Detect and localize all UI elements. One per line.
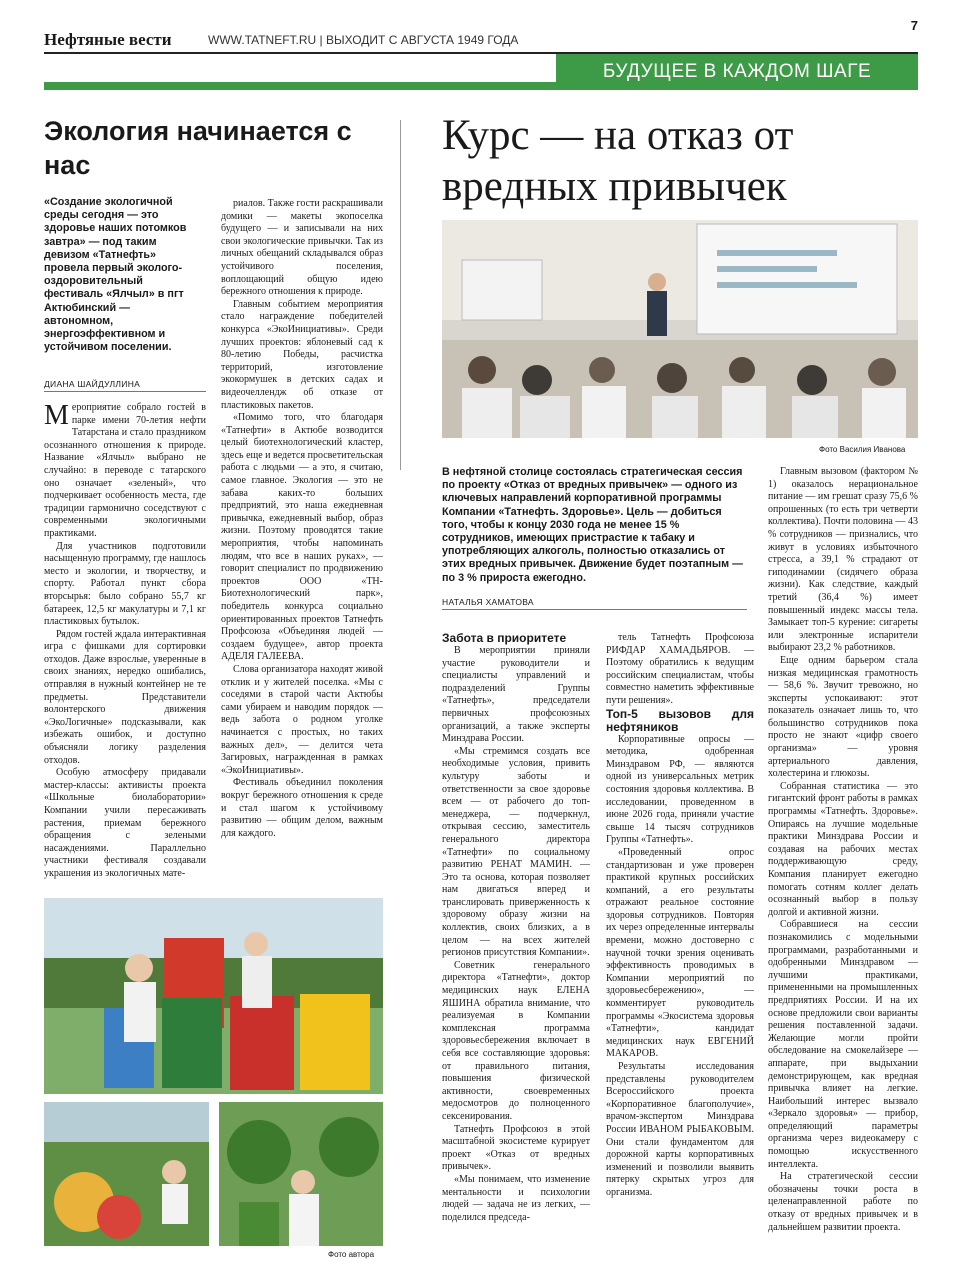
column-separator — [400, 120, 401, 470]
paragraph: В мероприятии приняли участие руководители и специалисты управлений и подразделений Группы «Татнефть», председатели первичных профсоюзных организаций, а также эксперты Минздрава России. — [442, 645, 590, 745]
paragraph: Главным вызовом (фактором № 1) оказалось нерациональное питание — им грешат сразу 75,6 % опрошенных (то есть три четверти коллектива). Почти половина — 43 % сотрудников — признались, что живут в условиях избыточного стресса, а 39,1 % страдают от гиподинамии (сидячего образа жизни). Как следствие, каждый третий (36,4 %) имеет повышенный индекс массы тела. Замыкает топ-5 курение: сигареты или электронные испарители выбирают 23,2 % работников. — [768, 466, 918, 654]
article1-photo-bins — [44, 898, 383, 1094]
paragraph: «Помимо того, что благодаря «Татнефти» в Актюбе возводится целый биотехнологический кластер, здесь еще и ведется просветительская работа с людьми — а это, я считаю, самое главное. Экология — это не забава каких-то больших предприятий, это наша ежедневная привычка, ежедневный выбор, образ жизни. Поэтому проводятся такие мероприятия, чтобы напоминать людям, что все в наших руках», — говорит специалист по продвижению проектов ООО «ТН-Биотехнологический парк», победитель конкурса социально ориентированных проектов Татнефть Профсоюза «Объединяя людей — создаем будущее», автор проекта АДЕЛЯ ГАЛЕЕВА. — [221, 412, 383, 663]
paragraph: На стратегической сессии обозначены точки роста в целенаправленной работе по отказу от вредных привычек и в дальнейшем развитии проекта. — [768, 1171, 918, 1233]
paragraph: риалов. Также гости раскрашивали домики — макеты экопоселка будущего — и записывали на них свои экологические привычки. Так из личных обещаний складывался образ устойчивого поселения, воплощающий общую идею бережного отношения к природе. — [221, 198, 383, 298]
paragraph: Корпоративные опросы — методика, одобренная Минздравом РФ, — являются одной из универсальных метрик состояния здоровья коллектива. В исследовании, проведенном в июне 2026 года, приняли участие свыше 14 тысяч сотрудников Группы «Татнефть». — [606, 733, 754, 846]
page-number: 7 — [910, 18, 918, 33]
subheading: Топ-5 вызовов для нефтяников — [606, 706, 754, 734]
masthead: Нефтяные вести — [44, 30, 172, 49]
paragraph: Советник генерального директора «Татнефти», доктор медицинских наук ЕЛЕНА ЯШИНА обратила внимание, что реализуемая в Компании комплексная программа здоровьесбережения включает в себя все составляющие здоровья: от правильного питания, повышения физической активности, своевременных медосмотров до полноценного сексенирования. — [442, 959, 590, 1122]
article1-col1 — [44, 402, 206, 892]
article2-col1 — [442, 632, 590, 1257]
article2-photo-credit: Фото Василия Иванова — [819, 445, 906, 454]
paragraph: Слова организатора находят живой отклик и у жителей поселка. «Мы с соседями в старой части Актюбы сами убираем и наводим порядок — ведь забота о родном уголке начинается с простых, но таких важных дел», — делится чета Загировых, награжденная в рамках «ЭкоИнициативы». — [221, 663, 383, 776]
article2-col3 — [768, 466, 918, 1260]
paragraph: Собранная статистика — это гигантский фронт работы в рамках программы «Татнефть. Здоровье». Опираясь на лучшие модельные практики Минздрава России и создавая на рабочих местах поддерживающую среду, Компания планирует ежегодно помогать сотням коллег делать осознанный выбор в пользу долгой и активной жизни. — [768, 780, 918, 918]
paragraph: Еще одним барьером стала низкая медицинская грамотность — 58,6 %. Звучит тревожно, но эксперты успокаивают: этот показатель означает лишь то, что большинство сотрудников пока просто не знают «цифр своего организма» — уровня артериального давления, холестерина и глюкозы. — [768, 654, 918, 780]
section-banner: БУДУЩЕЕ В КАЖДОМ ШАГЕ — [556, 54, 918, 90]
article1-photo-flowers — [44, 1102, 209, 1246]
article2-lead: В нефтяной столице состоялась стратегическая сессия по проекту «Отказ от вредных привычек» — одного из ключевых направлений корпоративной программы Компании «Татнефть. Здоровье». Цель — добиться того, чтобы к концу 2030 года не менее 15 % сотрудников, имеющих пристрастие к табаку и употребляющих алкоголь, полностью отказались от этих вредных привычек. Движение будет поэтапным — по 3 % прироста ежегодно. — [442, 466, 743, 584]
article2-col2 — [606, 632, 754, 1257]
paragraph: Результаты исследования представлены руководителем Всероссийского проекта «Корпоративное благополучие», врачом-экспертом Минздрава России ИВАНОМ РЫБАКОВЫМ. Они стали фундаментом для дорожной карты корпоративных изменений и позволили выявить пятерку скрытых угроз для организма. — [606, 1061, 754, 1198]
article1-title: Экология начинается с нас — [44, 116, 352, 180]
paragraph: Фестиваль объединил поколения вокруг бережного отношения к среде и стал шагом к устойчивому развитию — общим делом, важным для каждого. — [221, 777, 383, 839]
paragraph: Рядом гостей ждала интерактивная игра с фишками для сортировки отходов. Даже взрослые, уверенные в своих знаниях, нередко ошибались, отправляя в нужный контейнер не те предметы. Представители волонтерского движения «ЭкоЛогичные» подсказывали, как избежать ошибок, и доступно объясняли логику разделения отходов. — [44, 628, 206, 766]
section-line — [44, 82, 556, 90]
paragraph: тель Татнефть Профсоюза РИФДАР ХАМАДЬЯРОВ. — Поэтому обратились к ведущим российским специалистам, чтобы совместно наметить эффективные пути решения». — [606, 632, 754, 706]
article2-title: Курс — на отказ от вредных привычек — [442, 112, 794, 210]
subheading: Забота в приоритете — [442, 632, 567, 645]
paragraph: Татнефть Профсоюз в этой масштабной экосистеме курирует проект «Отказ от вредных привычек». — [442, 1123, 590, 1173]
article2-photo-session — [442, 220, 918, 438]
article1-lead: «Создание экологичной среды сегодня — это здоровье наших потомков завтра» — под таким девизом «Татнефть» провела первый эколого-оздоровительный фестиваль «Ялчыл» в пгт Актюбинский — автономном, энергоэффективном и устойчивом поселении. — [44, 196, 187, 354]
paragraph: «Мы стремимся создать все необходимые условия, привить культуру заботы и ответственности за свое здоровье всем — от рабочего до топ-менеджера, — подчеркнул, открывая сессию, заместитель генерального директора «Татнефти» по социальному развитию РЕНАТ МАМИН. — Это та основа, которая позволяет нам двигаться вперед и транслировать приверженность к здоровому образу жизни на коллектив, своих близких, а в целом — на всех жителей регионов присутствия Компании». — [442, 745, 590, 959]
paragraph: «Мы понимаем, что изменение ментальности и психологии людей — задача не из легких, — поделился председа- — [442, 1173, 590, 1223]
article1-photo-credit: Фото автора — [328, 1250, 375, 1259]
article1-photo-topiary — [219, 1102, 383, 1246]
paragraph: Мероприятие собрало гостей в парке имени 70-летия нефти Татарстана и стало праздником осознанного отношения к природе. Название «Ялчыл» выбрано не случайно: в переводе с татарского оно означает «зеленый», что подчеркивает особенность места, где традиции гармонично соседствуют с современными экологичными практиками. — [44, 402, 206, 539]
article1-author: ДИАНА ШАЙДУЛЛИНА — [44, 379, 206, 392]
paragraph: Главным событием мероприятия стало награждение победителей конкурса «ЭкоИнициативы». Среди лучших проектов: яблоневый сад к 80-летию Победы, расчистка территорий, изготовление экокормушек в детских садах и видеочеллендж об отказе от пластиковых пакетов. — [221, 298, 383, 411]
masthead-info: WWW.TATNEFT.RU | ВЫХОДИТ С АВГУСТА 1949 ГОДА — [208, 33, 519, 47]
paragraph: «Проведенный опрос стандартизован и уже проверен практикой крупных российских компаний, а его результаты отражают реальное состояние здоровья сотрудников. Повторяя их через определенные интервалы времени, можно достоверно с научной точки зрения оценивать эффективность проводимых в Компании мероприятий по здоровьесбережению», — комментирует руководитель программы «Экосистема здоровья «Татнефти», кандидат медицинских наук ЕВГЕНИЙ МАКАРОВ. — [606, 846, 754, 1060]
paragraph: Собравшиеся на сессии познакомились с модельными программами, разработанными и одобренными Минздравом — лучшими практиками, примененными на промышленных предприятиях России. И на их основе предложили свои варианты решения поставленной задачи. Желающие могли пройти обследование на смокелайзере — аппарате, при выдыхании демонстрирующем, как вредная привычка влияет на легкие. Наибольший интерес вызвало «Зеркало здоровья» — прибор, определяющий параметры организма через видеокамеру с помощью искусственного интеллекта. — [768, 919, 918, 1170]
paragraph: Особую атмосферу придавали мастер-классы: активисты проекта «Школьные биолаборатории» Компании учили пересаживать растения, приемам бережного обращения с зелеными насаждениями. Параллельно участники фестиваля создавали украшения из экологичных мате- — [44, 767, 206, 879]
article2-author: НАТАЛЬЯ ХАМАТОВА — [442, 597, 747, 610]
article1-col2 — [221, 198, 383, 892]
paragraph: Для участников подготовили насыщенную программу, где нашлось место и экологии, и творчеству, и спорту. Работал пункт сбора вторсырья: было собрано 55,7 кг батареек, 12,5 кг макулатуры и 7,1 кг пластиковых бутылок. — [44, 540, 206, 628]
